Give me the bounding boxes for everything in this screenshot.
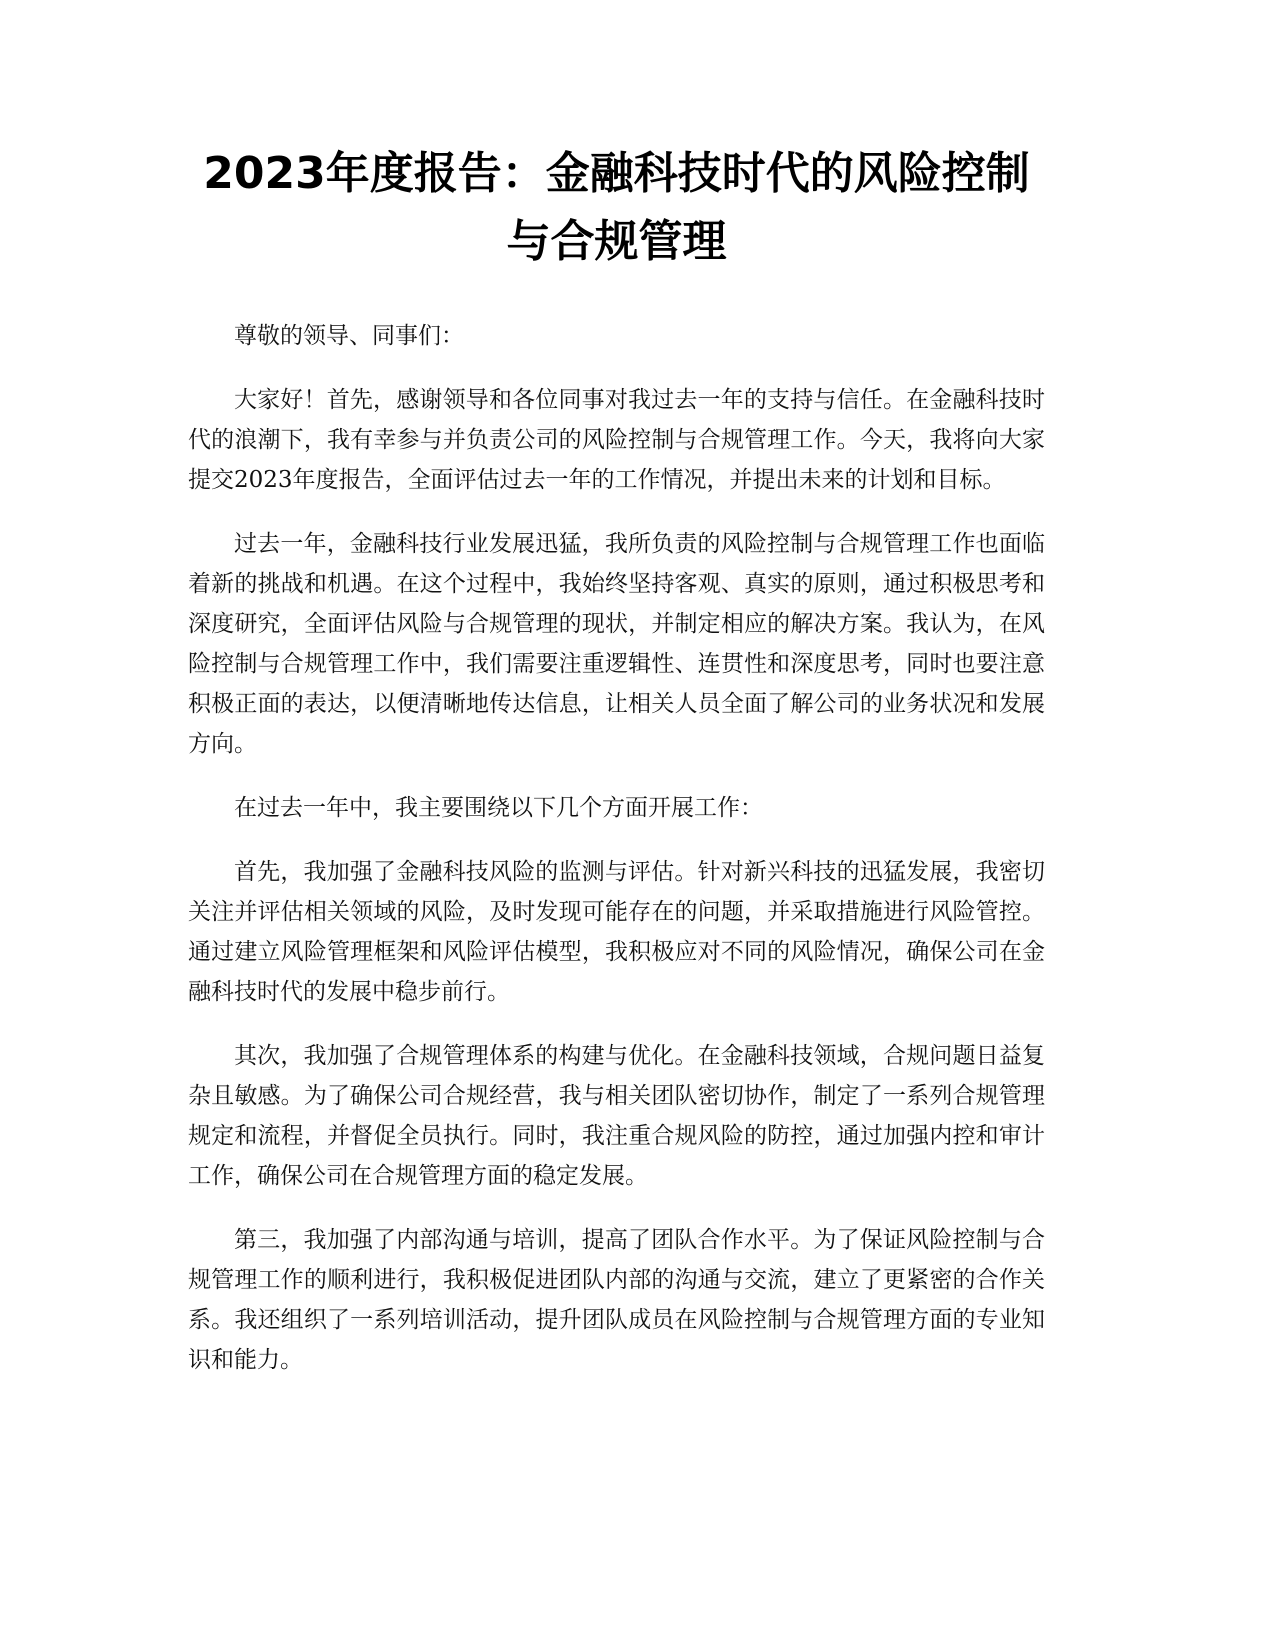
document-title: 2023年度报告：金融科技时代的风险控制与合规管理	[203, 148, 1030, 267]
first-point-paragraph: 首先，我加强了金融科技风险的监测与评估。针对新兴科技的迅猛发展，我密切关注并评估相关领域的风险，及时发现可能存在的问题，并采取措施进行风险管控。通过建立风险管理框架和风险评估模型，我积极应对不同的风险情况，确保公司在金融科技时代的发展中稳步前行。	[188, 859, 1045, 1005]
review-paragraph: 过去一年，金融科技行业发展迅猛，我所负责的风险控制与合规管理工作也面临着新的挑战和机遇。在这个过程中，我始终坚持客观、真实的原则，通过积极思考和深度研究，全面评估风险与合规管理的现状，并制定相应的解决方案。我认为，在风险控制与合规管理工作中，我们需要注重逻辑性、连贯性和深度思考，同时也要注意积极正面的表达，以便清晰地传达信息，让相关人员全面了解公司的业务状况和发展方向。	[188, 531, 1045, 757]
second-point-paragraph: 其次，我加强了合规管理体系的构建与优化。在金融科技领域，合规问题日益复杂且敏感。为了确保公司合规经营，我与相关团队密切协作，制定了一系列合规管理规定和流程，并督促全员执行。同时，我注重合规风险的防控，通过加强内控和审计工作，确保公司在合规管理方面的稳定发展。	[188, 1043, 1045, 1189]
third-point-paragraph: 第三，我加强了内部沟通与培训，提高了团队合作水平。为了保证风险控制与合规管理工作的顺利进行，我积极促进团队内部的沟通与交流，建立了更紧密的合作关系。我还组织了一系列培训活动，提升团队成员在风险控制与合规管理方面的专业知识和能力。	[188, 1227, 1045, 1373]
salutation-paragraph: 尊敬的领导、同事们：	[234, 323, 464, 349]
document-body	[188, 316, 1045, 1380]
work-overview-paragraph: 在过去一年中，我主要围绕以下几个方面开展工作：	[234, 795, 763, 821]
intro-paragraph: 大家好！首先，感谢领导和各位同事对我过去一年的支持与信任。在金融科技时代的浪潮下，我有幸参与并负责公司的风险控制与合规管理工作。今天，我将向大家提交2023年度报告，全面评估过去一年的工作情况，并提出未来的计划和目标。	[188, 387, 1045, 493]
